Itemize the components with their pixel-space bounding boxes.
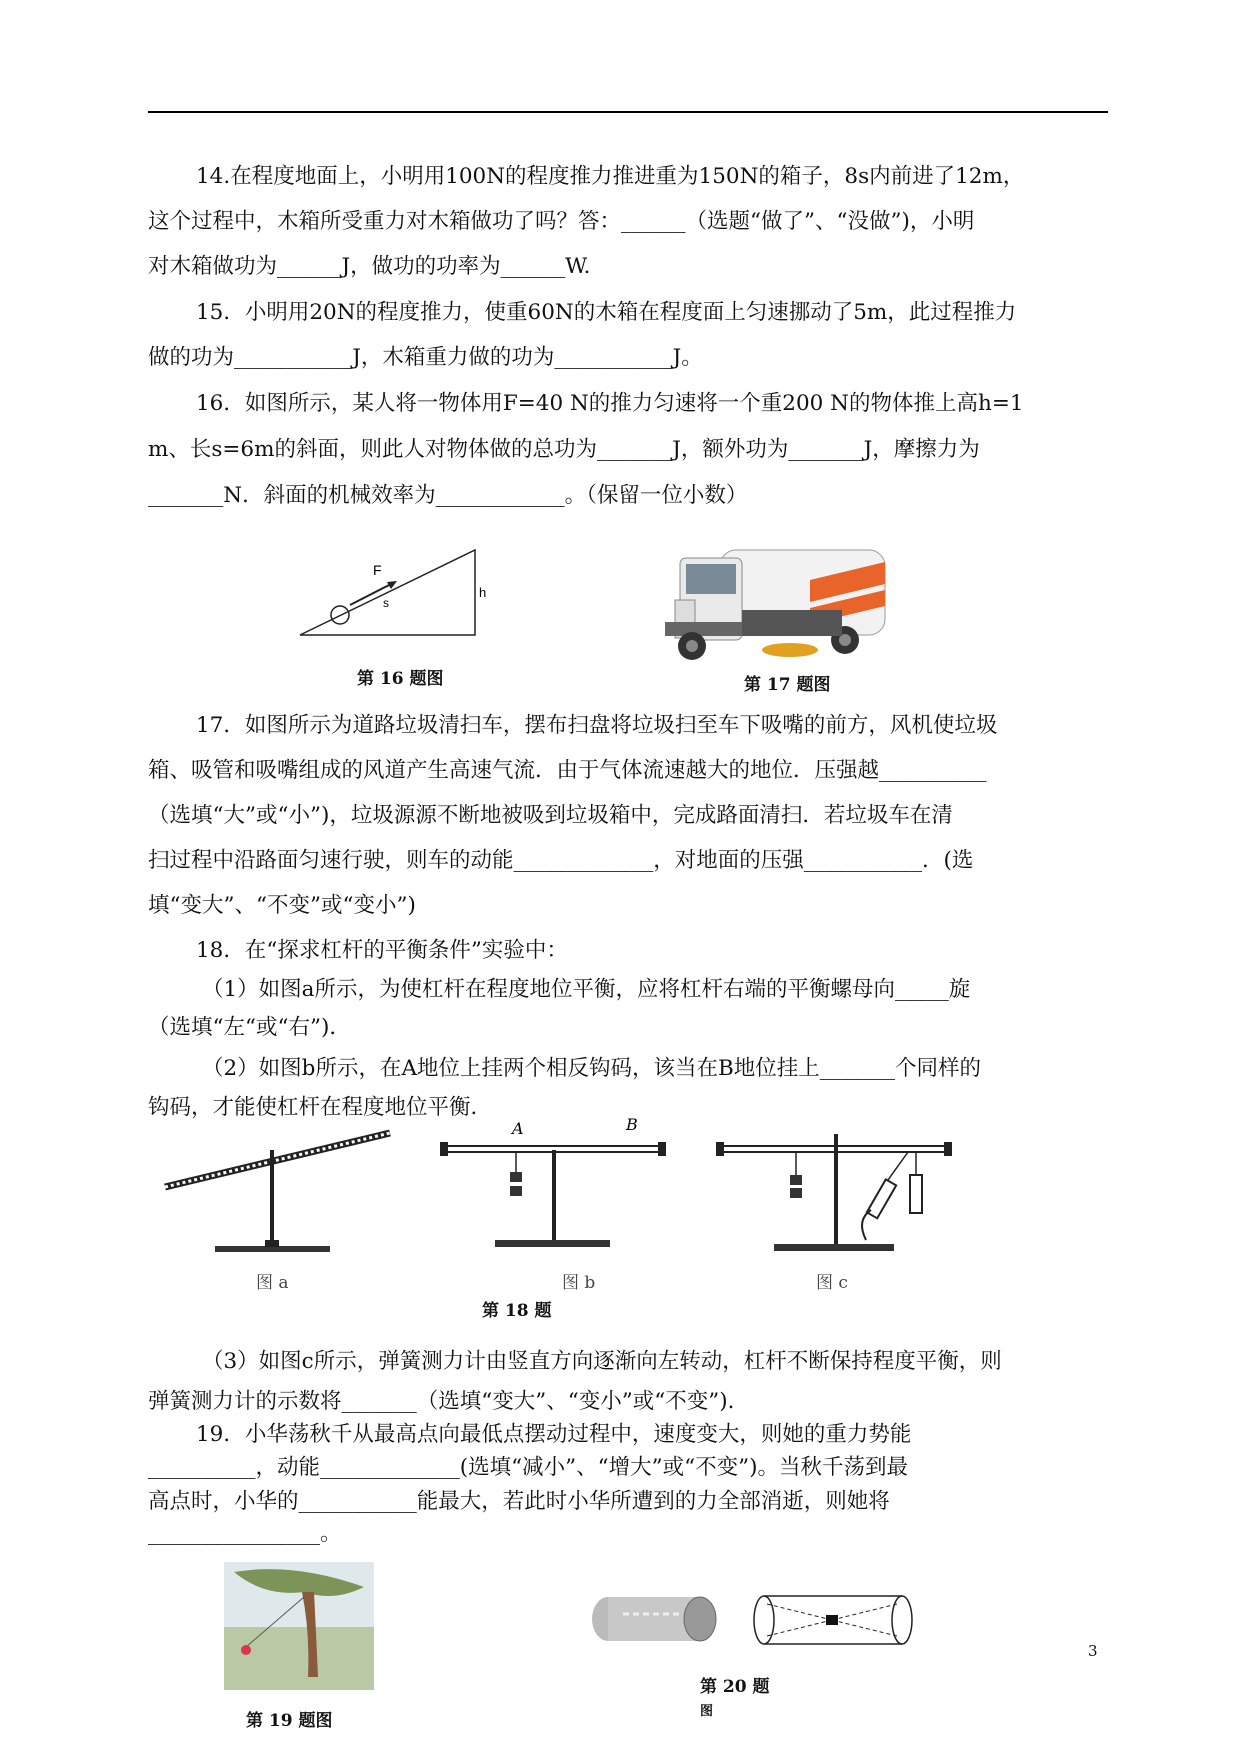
q17-line-1: 17．如图所示为道路垃圾清扫车，摆布扫盘将垃圾扫至车下吸嘴的前方，风机使垃圾	[196, 713, 998, 738]
fig18-caption: 第 18 题	[482, 1301, 552, 1321]
q16-line-3: _______N．斜面的机械效率为____________。（保留一位小数）	[148, 483, 748, 508]
q17-line-3: （选填“大”或“小”)，垃圾源源不断地被吸到垃圾箱中，完成路面清扫．若垃圾车在清	[148, 803, 953, 828]
slope-label: s	[383, 596, 389, 610]
q18-line-7: 弹簧测力计的示数将_______（选填“变大”、“变小”或“不变”)．	[148, 1389, 750, 1414]
fig17-caption: 第 17 题图	[744, 675, 831, 695]
fig18c-lever-spring-scale	[716, 1120, 956, 1265]
header-rule	[148, 111, 1108, 113]
q18-line-1: 18．在“探求杠杆的平衡条件”实验中：	[196, 938, 568, 963]
q17-line-2: 箱、吸管和吸嘴组成的风道产生高速气流．由于气体流速越大的地位．压强越__________	[148, 758, 987, 783]
fig19-swing-picture	[224, 1562, 374, 1690]
q17-line-5: 填“变大”、“不变”或“变小”)	[148, 893, 416, 918]
q18-line-2: （1）如图a所示，为使杠杆在程度地位平衡，应将杠杆右端的平衡螺母向_____旋	[202, 977, 971, 1002]
height-label: h	[479, 585, 487, 600]
q15-line-2: 做的功为___________J，木箱重力做的功为___________J。	[148, 345, 703, 370]
page-number: 3	[1088, 1642, 1098, 1660]
q19-line-1: 19．小华荡秋千从最高点向最低点摆动过程中，速度变大，则她的重力势能	[196, 1422, 912, 1447]
q19-line-4: ________________。	[148, 1521, 342, 1546]
fig19-caption: 第 19 题图	[246, 1711, 333, 1731]
fig16-caption: 第 16 题图	[357, 669, 444, 689]
q19-line-2: __________，动能_____________(选填“减小”、“增大”或“不变”)。当秋千荡到最	[148, 1455, 908, 1480]
fig16-incline-diagram	[295, 545, 495, 645]
force-label: F	[373, 562, 382, 578]
fig20-caption-cont: 图	[700, 1704, 714, 1719]
q15-line-1: 15．小明用20N的程度推力，使重60N的木箱在程度面上匀速挪动了5m，此过程推力	[196, 300, 1017, 325]
q18-line-6: （3）如图c所示，弹簧测力计由竖直方向逐渐向左转动，杠杆不断保持程度平衡，则	[202, 1349, 1002, 1374]
q14-line-2: 这个过程中，木箱所受重力对木箱做功了吗？答：______（选题“做了”、“没做”)，小明	[148, 209, 975, 234]
q19-line-3: 高点时，小华的___________能最大，若此时小华所遭到的力全部消逝，则她将	[148, 1489, 890, 1514]
q18-line-4: （2）如图b所示，在A地位上挂两个相反钩码，该当在B地位挂上_______个同样的	[202, 1056, 982, 1081]
fig18b-caption: 图 b	[562, 1273, 596, 1293]
q18-line-3: （选填“左“或“右”)．	[148, 1015, 351, 1040]
q16-line-2: m、长s=6m的斜面，则此人对物体做的总功为_______J，额外功为_______J，摩擦力为	[148, 437, 980, 462]
fig20-rolling-cylinder-photo	[588, 1584, 723, 1654]
q14-line-3: 对木箱做功为______J，做功的功率为______W.	[148, 254, 591, 279]
fig18a-lever-tilted	[160, 1125, 400, 1260]
q18-line-5: 钩码，才能使杠杆在程度地位平衡．	[148, 1095, 493, 1120]
fig18a-caption: 图 a	[256, 1273, 289, 1293]
q17-line-4: 扫过程中沿路面匀速行驶，则车的动能_____________，对地面的压强___________．(选	[148, 848, 974, 873]
q14-line-1: 14.在程度地面上，小明用100N的程度推力推进重为150N的箱子，8s内前进了12m，	[196, 164, 1025, 189]
point-a-label: A	[512, 1119, 524, 1138]
fig17-sweeper-truck-image	[660, 540, 890, 670]
fig18b-lever-level	[440, 1110, 670, 1260]
q16-line-1: 16．如图所示，某人将一物体用F=40 N的推力匀速将一个重200 N的物体推上高h=1	[196, 391, 1024, 416]
fig20-cylinder-diagram	[752, 1590, 922, 1650]
fig20-caption: 第 20 题	[700, 1677, 770, 1697]
point-b-label: B	[626, 1115, 638, 1134]
fig18c-caption: 图 c	[816, 1273, 848, 1293]
